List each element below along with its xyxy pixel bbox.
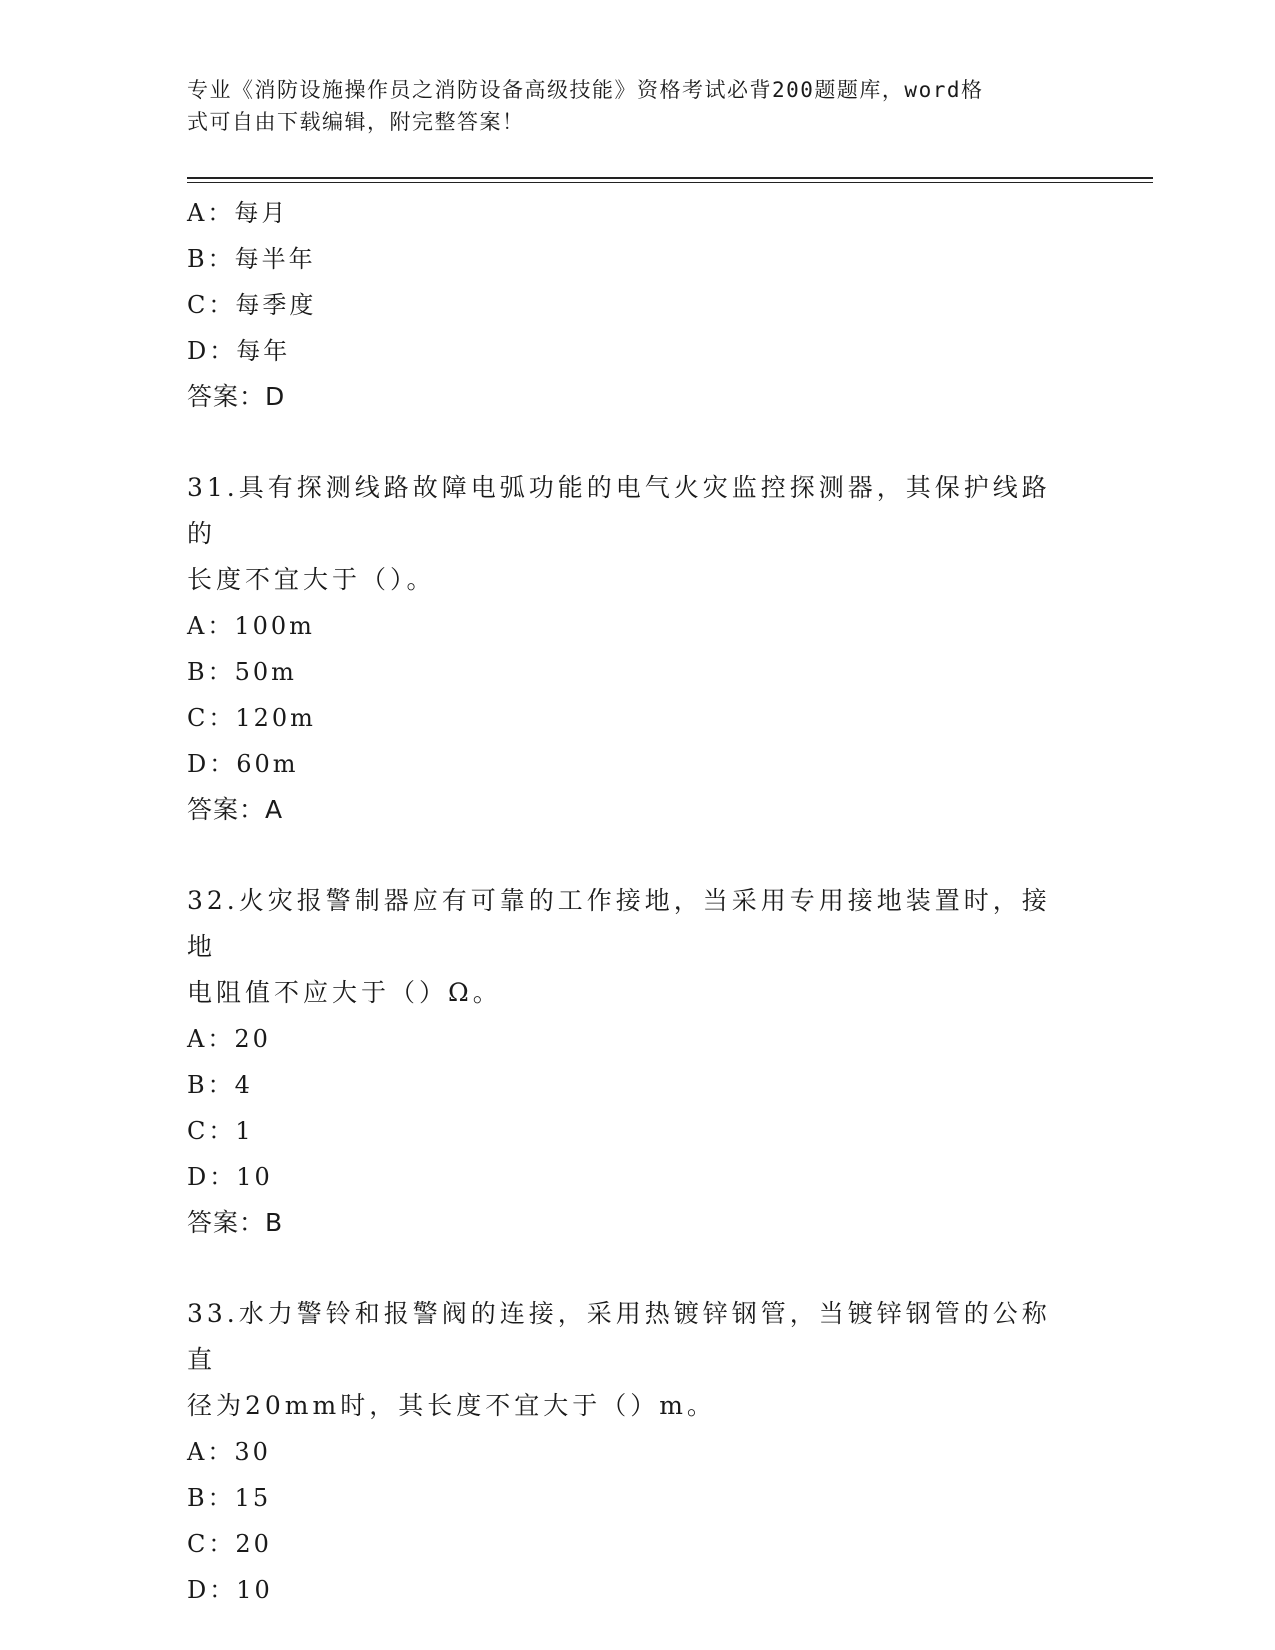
option-c: C：20 <box>187 1530 272 1558</box>
header-divider-thin <box>187 182 1153 183</box>
question-line-2: 径为20mm时，其长度不宜大于（）m。 <box>187 1391 716 1420</box>
header-line-1: 专业《消防设施操作员之消防设备高级技能》资格考试必背200题题库，word格 <box>187 78 984 102</box>
spacer <box>187 1246 1087 1291</box>
question-33-block <box>187 1291 1087 1613</box>
option-b: B：15 <box>187 1484 272 1512</box>
question-line-1: 31.具有探测线路故障电弧功能的电气火灾监控探测器，其保护线路的 <box>187 473 1051 548</box>
option-a: A：30 <box>187 1438 271 1466</box>
option-b: B：4 <box>187 1071 253 1099</box>
question-text <box>187 1291 1067 1429</box>
document-header <box>187 74 1067 138</box>
option-a: A：100m <box>187 612 315 640</box>
spacer <box>187 420 1087 465</box>
option-d: D：60m <box>187 750 299 778</box>
answer-line: 答案：A <box>187 795 284 824</box>
option-c: C：1 <box>187 1117 254 1145</box>
spacer <box>187 833 1087 878</box>
question-line-1: 33.水力警铃和报警阀的连接，采用热镀锌钢管，当镀锌钢管的公称直 <box>187 1299 1051 1374</box>
answer-line: 答案：B <box>187 1208 284 1237</box>
option-b: B：50m <box>187 658 297 686</box>
question-line-1: 32.火灾报警制器应有可靠的工作接地，当采用专用接地装置时，接地 <box>187 886 1051 961</box>
header-divider-thick <box>187 177 1153 179</box>
question-31-block <box>187 465 1087 833</box>
header-line-2: 式可自由下载编辑，附完整答案！ <box>187 110 525 134</box>
question-line-2: 电阻值不应大于（）Ω。 <box>187 978 502 1007</box>
question-text <box>187 465 1067 603</box>
option-a: A：每月 <box>187 199 289 227</box>
option-d: D：10 <box>187 1576 273 1604</box>
question-line-2: 长度不宜大于（）。 <box>187 565 436 594</box>
question-text <box>187 878 1067 1016</box>
option-a: A：20 <box>187 1025 271 1053</box>
question-list <box>187 190 1087 1613</box>
option-c: C：每季度 <box>187 291 317 319</box>
option-c: C：120m <box>187 704 316 732</box>
answer-line: 答案：D <box>187 382 286 411</box>
question-30-block <box>187 190 1087 420</box>
option-d: D：10 <box>187 1163 273 1191</box>
option-d: D：每年 <box>187 337 291 365</box>
option-b: B：每半年 <box>187 245 316 273</box>
question-32-block <box>187 878 1087 1246</box>
